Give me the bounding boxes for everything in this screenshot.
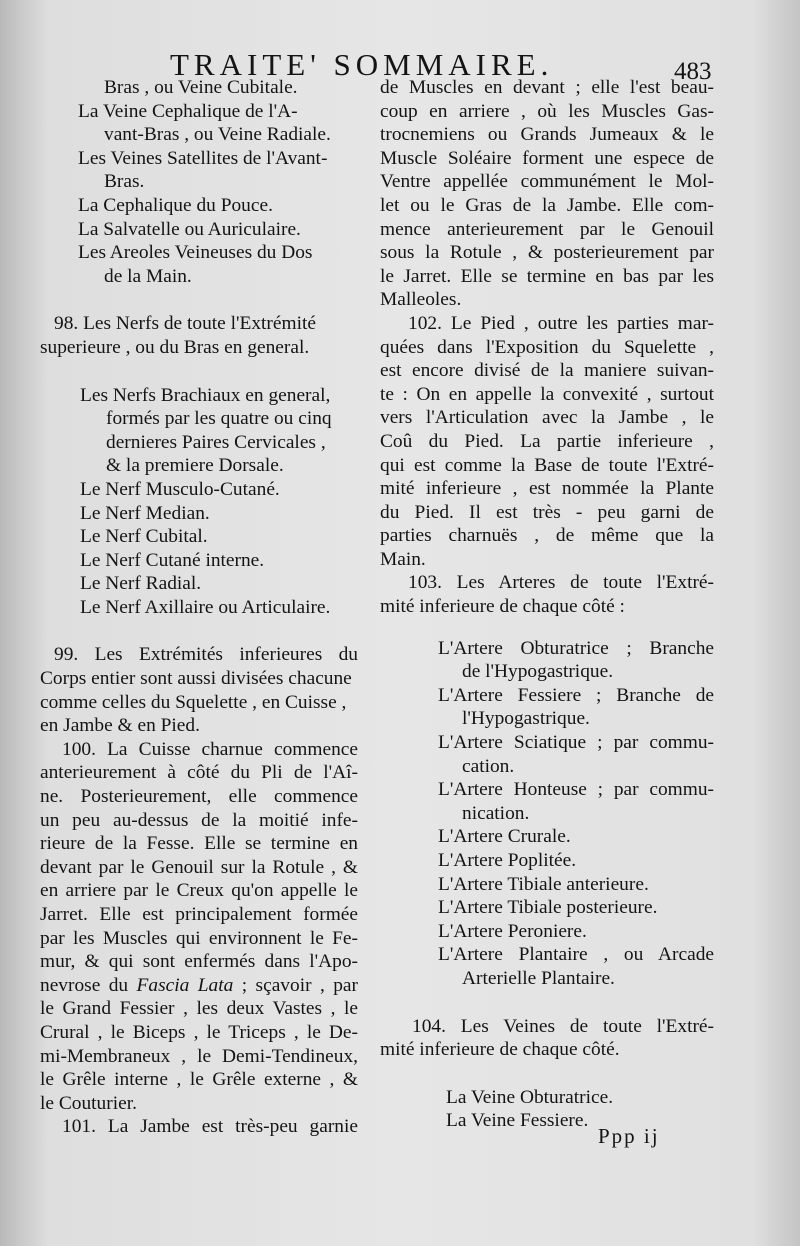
page-number: 483: [674, 58, 712, 85]
text-line: nevrose du Fascia Lata ; sçavoir , par: [40, 974, 358, 996]
text-line: Le Nerf Axillaire ou Articulaire.: [80, 596, 331, 618]
text-line: La Veine Cephalique de l'A-: [78, 100, 298, 122]
text-line: & la premiere Dorsale.: [106, 455, 284, 477]
text-line: en Jambe & en Pied.: [40, 715, 200, 737]
text-line: 100. La Cuisse charnue commence: [62, 738, 358, 760]
text-line: de l'Hypogastrique.: [462, 661, 614, 683]
text-line: vant-Bras , ou Veine Radiale.: [104, 124, 331, 146]
text-line: L'Artere Tibiale anterieure.: [438, 873, 649, 895]
text-line: de la Main.: [104, 265, 192, 287]
text-line: Corps entier sont aussi divisées chacune: [40, 668, 352, 690]
text-line: 103. Les Arteres de toute l'Extré-: [408, 572, 714, 594]
left-column: [40, 76, 358, 1139]
text-line: La Salvatelle ou Auriculaire.: [78, 218, 301, 240]
text-line: Bras.: [104, 171, 145, 193]
text-line: te : On en appelle la convexité , surtout: [380, 383, 714, 405]
text-line: du Pied. Il est très - peu garni de: [380, 501, 714, 523]
text-line: L'Artere Fessiere ; Branche de: [438, 684, 714, 706]
text-line: coup en arriere , où les Muscles Gas-: [380, 100, 714, 122]
text-line: 98. Les Nerfs de toute l'Extrémité: [54, 313, 316, 335]
text-line: Les Nerfs Brachiaux en general,: [80, 384, 331, 406]
text-line: La Cephalique du Pouce.: [78, 194, 273, 216]
text-line: rieure de la Fesse. Elle se termine en: [40, 833, 358, 855]
text-line: mité inferieure , est nommée la Plante: [380, 478, 714, 500]
text-line: un peu au-dessus de la moitié infe-: [40, 809, 358, 831]
text-line: L'Artere Sciatique ; par commu-: [438, 732, 714, 754]
text-line: Bras , ou Veine Cubitale.: [104, 77, 298, 98]
text-line: let ou le Gras de la Jambe. Elle com-: [380, 194, 714, 216]
text-line: Ventre appellée communément le Mol-: [380, 171, 714, 193]
text-line: quées dans l'Exposition du Squelette ,: [380, 336, 714, 358]
text-line: dernieres Paires Cervicales ,: [106, 431, 326, 453]
text-line: L'Artere Obturatrice ; Branche: [438, 637, 714, 659]
text-line: Les Areoles Veineuses du Dos: [78, 242, 313, 264]
text-line: mur, & qui sont enfermés dans l'Apo-: [40, 951, 358, 973]
text-line: sous la Rotule , & posterieurement par: [380, 242, 714, 264]
text-line: Coû du Pied. La partie inferieure ,: [380, 430, 714, 452]
text-line: nication.: [462, 802, 530, 824]
text-line: L'Artere Crurale.: [438, 826, 571, 848]
text-line: Crural , le Biceps , le Triceps , le De-: [40, 1021, 358, 1043]
text-line: comme celles du Squelette , en Cuisse ,: [40, 691, 347, 713]
text-line: Arterielle Plantaire.: [462, 967, 615, 989]
text-line: 102. Le Pied , outre les parties mar-: [408, 312, 714, 334]
paragraph-gap: [40, 288, 358, 312]
text-line: l'Hypogastrique.: [462, 708, 590, 730]
text-line: cation.: [462, 755, 515, 777]
text-line: superieure , ou du Bras en general.: [40, 336, 310, 358]
text-line: mité inferieure de chaque côté.: [380, 1039, 620, 1061]
text-line: parties charnuës , de même que la: [380, 525, 714, 547]
text-line: 104. Les Veines de toute l'Extré-: [412, 1015, 714, 1037]
text-line: Malleoles.: [380, 289, 462, 311]
text-line: en arriere par le Creux qu'on appelle le: [40, 880, 358, 902]
text-line: le Grand Fessier , les deux Vastes , le: [40, 998, 358, 1020]
text-line: trocnemiens ou Grands Jumeaux & le: [380, 124, 714, 146]
paragraph-gap: [40, 619, 358, 643]
right-column: [380, 76, 714, 1133]
text-line: La Veine Fessiere.: [446, 1110, 589, 1132]
text-line: Main.: [380, 548, 426, 570]
running-head: TRAITE' SOMMAIRE.: [170, 47, 554, 82]
text-line: mi-Membraneux , le Demi-Tendineux,: [40, 1045, 358, 1067]
text-line: est encore divisé de la maniere suivan-: [380, 360, 714, 382]
paragraph-gap: [380, 1062, 714, 1086]
text-line: Le Nerf Median.: [80, 502, 210, 524]
text-line: Le Nerf Radial.: [80, 573, 202, 595]
text-line: vers l'Articulation avec la Jambe , le: [380, 407, 714, 429]
text-line: Le Nerf Cubital.: [80, 526, 208, 548]
text-line: ne. Posterieurement, elle commence: [40, 786, 358, 808]
text-line: qui est comme la Base de toute l'Extré-: [380, 454, 714, 476]
text-line: par les Muscles qui environnent le Fe-: [40, 927, 358, 949]
text-line: Les Veines Satellites de l'Avant-: [78, 147, 328, 169]
text-line: mence anterieurement par le Genouil: [380, 218, 714, 240]
text-line: devant par le Genouil sur la Rotule , &: [40, 856, 358, 878]
paragraph-gap: [380, 619, 714, 637]
text-line: L'Artere Peroniere.: [438, 920, 587, 942]
text-line: L'Artere Poplitée.: [438, 850, 577, 871]
text-line: Muscle Soléaire forment une espece de: [380, 147, 714, 169]
paragraph-gap: [40, 360, 358, 384]
text-line: mité inferieure de chaque côté :: [380, 596, 625, 618]
text-line: Le Nerf Cutané interne.: [80, 549, 265, 571]
text-line: L'Artere Tibiale posterieure.: [438, 897, 658, 919]
text-line: 101. La Jambe est très-peu garnie: [62, 1116, 358, 1138]
text-line: 99. Les Extrémités inferieures du: [54, 644, 358, 666]
text-line: le Jarret. Elle se termine en bas par les: [380, 265, 714, 287]
text-line: le Couturier.: [40, 1092, 137, 1114]
signature-mark: Ppp ij: [598, 1124, 660, 1148]
text-line: Le Nerf Musculo-Cutané.: [80, 478, 280, 500]
text-line: La Veine Obturatrice.: [446, 1086, 614, 1108]
text-line: L'Artere Plantaire , ou Arcade: [438, 944, 714, 966]
text-line: anterieurement à côté du Pli de l'Aî-: [40, 762, 358, 784]
italic-term: Fascia Lata: [136, 974, 234, 996]
text-line: de Muscles en devant ; elle l'est beau-: [380, 77, 714, 98]
text-line: le Grêle interne , le Grêle externe , &: [40, 1069, 358, 1091]
paragraph-gap: [380, 991, 714, 1015]
text-line: L'Artere Honteuse ; par commu-: [438, 779, 714, 801]
text-line: Jarret. Elle est principalement formée: [40, 904, 358, 925]
text-line: formés par les quatre ou cinq: [106, 408, 332, 430]
